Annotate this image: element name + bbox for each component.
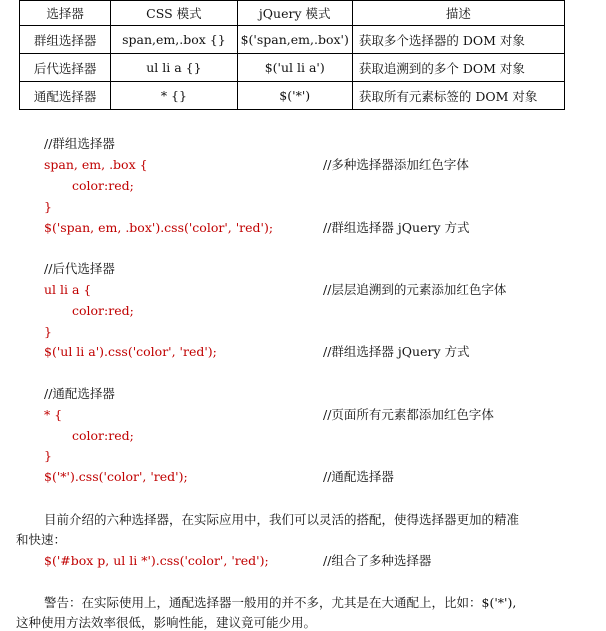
combo-code: $('#box p, ul li *').css('color', 'red'); bbox=[44, 553, 269, 568]
table-row bbox=[20, 54, 565, 82]
descendant-code-selector-comment: //层层追溯到的元素添加红色字体 bbox=[323, 282, 507, 297]
group-code-jquery: $('span, em, .box').css('color', 'red'); bbox=[44, 220, 274, 235]
universal-code-prop: color:red; bbox=[72, 428, 134, 443]
warning-paragraph-line-1: 警告：在实际使用上，通配选择器一般用的并不多，尤其是在大通配上，比如：$('*'), bbox=[44, 595, 517, 610]
header-cell: jQuery 模式 bbox=[237, 1, 352, 26]
table-cell: span,em,.box {} bbox=[111, 26, 237, 54]
header-cell: 选择器 bbox=[20, 1, 111, 26]
group-code-prop: color:red; bbox=[72, 178, 134, 193]
table-header-row bbox=[20, 1, 565, 26]
universal-code-jquery: $('*').css('color', 'red'); bbox=[44, 469, 188, 484]
intro-paragraph-line-1: 目前介绍的六种选择器，在实际应用中，我们可以灵活的搭配，使得选择器更加的精准 bbox=[44, 512, 520, 527]
table-cell: 获取追溯到的多个 DOM 对象 bbox=[352, 54, 564, 82]
universal-code-jquery-comment: //通配选择器 bbox=[323, 469, 394, 484]
table-cell: $('*') bbox=[237, 82, 352, 110]
group-code-selector: span, em, .box { bbox=[44, 157, 148, 172]
descendant-code-selector: ul li a { bbox=[44, 282, 92, 297]
selector-table bbox=[19, 0, 565, 110]
group-code-selector-comment: //多种选择器添加红色字体 bbox=[323, 157, 469, 172]
descendant-code-prop: color:red; bbox=[72, 303, 134, 318]
table-row bbox=[20, 82, 565, 110]
descendant-code-title: //后代选择器 bbox=[44, 261, 115, 276]
combo-code-comment: //组合了多种选择器 bbox=[323, 553, 432, 568]
table-cell: 群组选择器 bbox=[20, 26, 111, 54]
group-code-title: //群组选择器 bbox=[44, 136, 115, 151]
universal-code-close: } bbox=[44, 448, 52, 463]
universal-code-selector: * { bbox=[44, 407, 63, 422]
table-cell: 获取多个选择器的 DOM 对象 bbox=[352, 26, 564, 54]
group-code-jquery-comment: //群组选择器 jQuery 方式 bbox=[323, 220, 470, 235]
universal-code-title: //通配选择器 bbox=[44, 386, 115, 401]
table-cell: $('ul li a') bbox=[237, 54, 352, 82]
table-cell: 后代选择器 bbox=[20, 54, 111, 82]
table-cell: 获取所有元素标签的 DOM 对象 bbox=[352, 82, 564, 110]
descendant-code-jquery: $('ul li a').css('color', 'red'); bbox=[44, 344, 217, 359]
table-cell: * {} bbox=[111, 82, 237, 110]
universal-code-selector-comment: //页面所有元素都添加红色字体 bbox=[323, 407, 494, 422]
warning-paragraph-line-2: 这种使用方法效率很低，影响性能，建议竟可能少用。 bbox=[16, 615, 317, 630]
table-cell: $('span,em,.box') bbox=[237, 26, 352, 54]
table-cell: 通配选择器 bbox=[20, 82, 111, 110]
intro-paragraph-line-2: 和快速： bbox=[16, 532, 67, 547]
header-cell: 描述 bbox=[352, 1, 564, 26]
group-code-close: } bbox=[44, 199, 52, 214]
header-cell: CSS 模式 bbox=[111, 1, 237, 26]
table-cell: ul li a {} bbox=[111, 54, 237, 82]
descendant-code-jquery-comment: //群组选择器 jQuery 方式 bbox=[323, 344, 470, 359]
descendant-code-close: } bbox=[44, 324, 52, 339]
table-row bbox=[20, 26, 565, 54]
